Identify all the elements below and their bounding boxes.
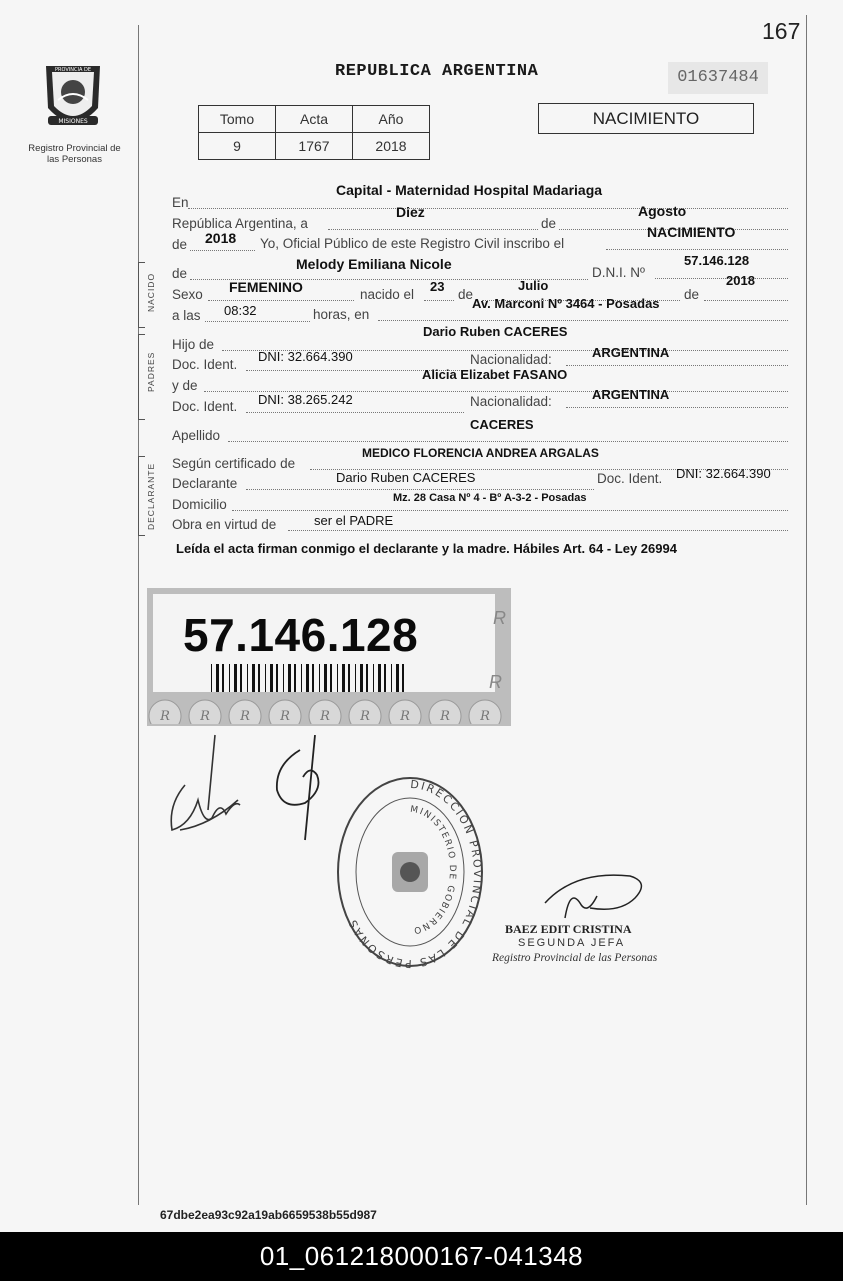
stamp-ring-text: DIRECCION PROVINCIAL DE LAS PERSONAS bbox=[345, 777, 484, 971]
horas-label: horas, en bbox=[313, 307, 370, 322]
domicilio-value: Mz. 28 Casa Nº 4 - Bº A-3-2 - Posadas bbox=[393, 492, 587, 504]
obra-value: ser el PADRE bbox=[314, 513, 394, 528]
doc-ident-label-1: Doc. Ident. bbox=[172, 357, 238, 372]
pattern-letter-side-2: R bbox=[489, 672, 502, 692]
apellido-value: CACERES bbox=[470, 417, 534, 432]
pattern-letter: R bbox=[200, 709, 210, 724]
declarante-side-label: DECLARANTE bbox=[146, 462, 156, 530]
sexo-value: FEMENINO bbox=[229, 279, 303, 295]
de-a-label: de bbox=[458, 287, 474, 302]
official-signature bbox=[535, 868, 650, 928]
nacionalidad-label-2: Nacionalidad: bbox=[470, 394, 552, 409]
registry-value-tomo: 9 bbox=[199, 133, 276, 160]
nacionalidad-label-1: Nacionalidad: bbox=[470, 352, 552, 367]
hijo-de-label: Hijo de bbox=[172, 337, 215, 352]
child-name: Melody Emiliana Nicole bbox=[296, 256, 452, 272]
certificado-value: MEDICO FLORENCIA ANDREA ARGALAS bbox=[362, 446, 599, 460]
mother-name: Alicia Elizabet FASANO bbox=[422, 367, 568, 382]
official-role: SEGUNDA JEFA bbox=[518, 937, 626, 949]
dni-sticker-panel bbox=[153, 594, 495, 692]
nacido-side-label: NACIDO bbox=[146, 272, 156, 312]
declarant-signature bbox=[160, 730, 260, 840]
a-las-label: a las bbox=[172, 308, 201, 323]
pattern-letter: R bbox=[440, 709, 450, 724]
birth-day: 23 bbox=[430, 279, 445, 294]
nacido-el-label: nacido el bbox=[360, 287, 415, 302]
republica-label: República Argentina, a bbox=[172, 216, 308, 231]
sexo-label: Sexo bbox=[172, 287, 203, 302]
security-pattern bbox=[147, 694, 511, 724]
month-value: Agosto bbox=[638, 203, 687, 219]
page-number: 167 bbox=[762, 18, 801, 44]
pattern-letter: R bbox=[160, 709, 170, 724]
registry-header-tomo: Tomo bbox=[199, 106, 276, 133]
de-b-label: de bbox=[684, 287, 700, 302]
pattern-letter: R bbox=[240, 709, 250, 724]
footer-bar bbox=[0, 1232, 843, 1281]
en-label: En bbox=[172, 195, 189, 210]
father-nationality: ARGENTINA bbox=[592, 345, 670, 360]
apellido-label: Apellido bbox=[172, 428, 221, 443]
father-name: Dario Ruben CACERES bbox=[423, 324, 568, 339]
birth-place: Av. Marconi Nº 3464 - Posadas bbox=[472, 296, 660, 311]
dni-barcode bbox=[211, 664, 411, 692]
act-type-box: NACIMIENTO bbox=[538, 103, 754, 134]
obra-label: Obra en virtud de bbox=[172, 517, 277, 532]
registry-table bbox=[198, 105, 430, 160]
right-margin-line bbox=[806, 15, 807, 1205]
doc-ident-label-3: Doc. Ident. bbox=[597, 471, 663, 486]
birth-month: Julio bbox=[518, 278, 549, 293]
pattern-letter: R bbox=[320, 709, 330, 724]
document-hash: 67dbe2ea93c92a19ab6659538b55d987 bbox=[160, 1208, 377, 1222]
left-margin-line bbox=[138, 25, 139, 1205]
document-title: REPUBLICA ARGENTINA bbox=[335, 62, 539, 81]
padres-side-label: PADRES bbox=[146, 351, 156, 392]
declarante-value: Dario Ruben CACERES bbox=[336, 470, 476, 485]
day-value: Diez bbox=[396, 204, 425, 220]
pattern-letter-side: R bbox=[493, 608, 506, 628]
en-value: Capital - Maternidad Hospital Madariaga bbox=[336, 182, 603, 198]
oficial-text: Yo, Oficial Público de este Registro Civil inscribo el bbox=[260, 236, 565, 251]
official-name: BAEZ EDIT CRISTINA bbox=[505, 922, 632, 936]
father-doc: DNI: 32.664.390 bbox=[258, 349, 353, 364]
mother-nationality: ARGENTINA bbox=[592, 387, 670, 402]
segun-label: Según certificado de bbox=[172, 456, 296, 471]
pattern-letter: R bbox=[480, 709, 490, 724]
year-value: 2018 bbox=[205, 230, 237, 246]
registry-value-acta: 1767 bbox=[276, 133, 353, 160]
dni-label: D.N.I. Nº bbox=[592, 265, 645, 280]
pattern-letter: R bbox=[400, 709, 410, 724]
registry-value-ano: 2018 bbox=[353, 133, 430, 160]
y-de-label: y de bbox=[172, 378, 198, 393]
registry-header-ano: Año bbox=[353, 106, 430, 133]
de-label-1: de bbox=[541, 216, 557, 231]
footer-code: 01_061218000167-041348 bbox=[259, 1241, 584, 1271]
declarante-label: Declarante bbox=[172, 476, 238, 491]
de-label-2: de bbox=[172, 237, 188, 252]
dni-sticker bbox=[147, 588, 511, 726]
official-stamp bbox=[330, 772, 490, 972]
birth-time: 08:32 bbox=[224, 303, 257, 318]
domicilio-label: Domicilio bbox=[172, 497, 227, 512]
logo-caption: Registro Provincial de las Personas bbox=[28, 143, 121, 165]
seal-text-top: PROVINCIA DE bbox=[55, 67, 91, 73]
mother-doc: DNI: 38.265.242 bbox=[258, 392, 353, 407]
inscribo-value: NACIMIENTO bbox=[647, 224, 736, 240]
official-organization: Registro Provincial de las Personas bbox=[492, 952, 658, 964]
mother-signature bbox=[265, 735, 335, 845]
province-seal-logo bbox=[38, 58, 108, 138]
registry-header-acta: Acta bbox=[276, 106, 353, 133]
seal-text-bottom: MISIONES bbox=[58, 118, 88, 125]
pattern-letter: R bbox=[280, 709, 290, 724]
nacido-de-label: de bbox=[172, 266, 188, 281]
dni-sticker-number: 57.146.128 bbox=[183, 609, 419, 661]
birth-year: 2018 bbox=[726, 273, 755, 288]
stamp-inner-text: MINISTERIO DE GOBIERNO bbox=[409, 804, 457, 936]
child-dni: 57.146.128 bbox=[684, 253, 750, 268]
serial-number-stamp: 01637484 bbox=[668, 62, 768, 94]
pattern-letter: R bbox=[360, 709, 370, 724]
doc-ident-label-2: Doc. Ident. bbox=[172, 399, 238, 414]
legal-text: Leída el acta firman conmigo el declarante y la madre. Hábiles Art. 64 - Ley 26994 bbox=[176, 541, 677, 556]
declarante-doc: DNI: 32.664.390 bbox=[676, 466, 771, 481]
